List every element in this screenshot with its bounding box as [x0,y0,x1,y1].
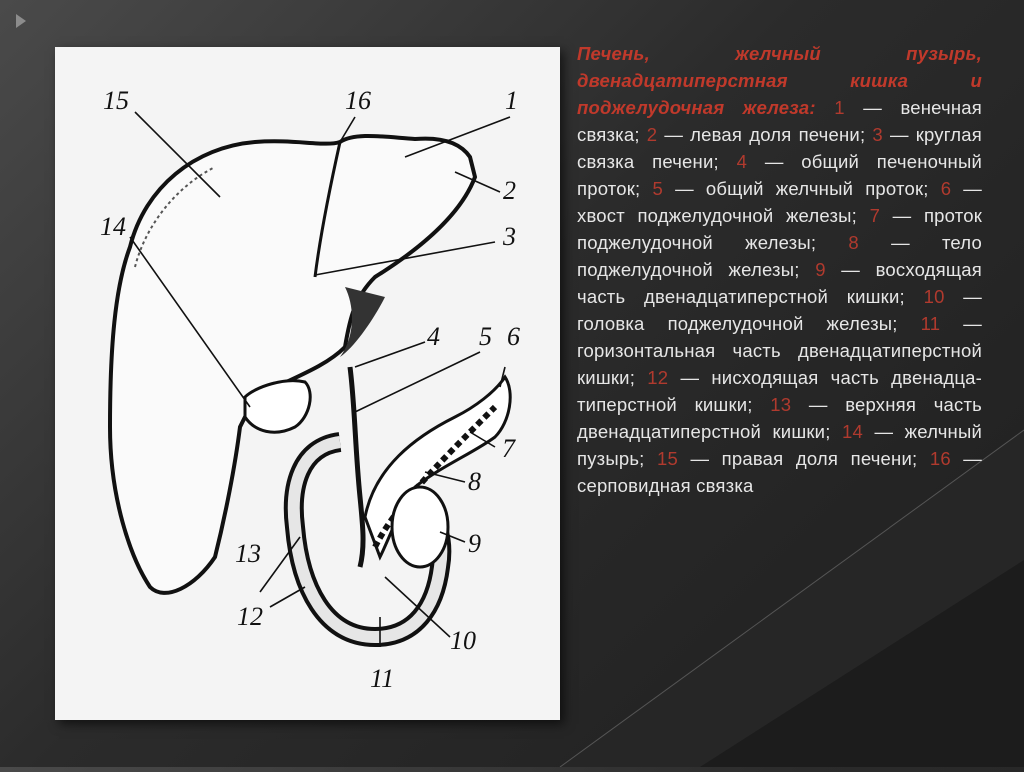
caption-text [577,40,982,499]
caption-number: 16 [929,448,951,469]
slide-nav-arrow-icon[interactable] [16,14,26,28]
caption-number: 7 [869,205,881,226]
caption-number: 10 [923,286,945,307]
caption-item-text: — хвост поджелудочной железы; [577,178,983,226]
caption-item-text: — восходящая часть двенадцатиперстной кишки; [577,259,982,307]
caption-number: 9 [815,259,826,280]
caption-number: 11 [920,313,941,334]
caption-item-text: — головка поджелудочной железы; [577,286,982,334]
fig-label-7: 7 [502,434,515,463]
caption-item-text: — тело поджелудочной железы; [577,232,982,280]
caption-item-text: — желчный пузырь; [577,421,982,469]
fig-label-12: 12 [237,602,263,631]
fig-label-8: 8 [468,467,481,496]
caption-number: 2 [646,124,658,145]
caption-item-text: — общий желчный проток; [663,178,929,199]
fig-label-5: 5 [479,322,492,351]
caption-item-text: — венечная связка; [577,97,983,145]
bile-duct [350,367,363,567]
anatomy-illustration [55,47,560,720]
caption-item-text: — проток поджелудочной железы; [577,205,982,253]
caption-title: Печень, желчный пузырь, двенадцатиперстная кишка и поджелудочная железа: [577,43,982,118]
fig-label-16: 16 [345,86,371,115]
caption-items [577,97,982,496]
fig-label-15: 15 [103,86,129,115]
caption-item-text: — круглая связка печени; [577,124,982,172]
caption-number: 12 [647,367,669,388]
caption-number: 3 [872,124,883,145]
caption-number: 13 [770,394,792,415]
fig-label-1: 1 [505,86,518,115]
caption-item-text: — общий печеночный проток; [577,151,982,199]
fig-label-2: 2 [503,176,516,205]
caption-item-text: — левая доля печени; [657,124,866,145]
caption-item-text: — горизонтальная часть двенадцатиперстной кишки; [577,313,982,388]
fig-label-6: 6 [507,322,520,351]
caption-item-text: — верхняя часть двенадцатиперстной кишки; [577,394,983,442]
fig-label-9: 9 [468,529,481,558]
fig-label-3: 3 [503,222,516,251]
ascending-duodenum [392,487,448,567]
fig-label-14: 14 [100,212,126,241]
caption-number: 15 [657,448,678,469]
fig-label-10: 10 [450,626,476,655]
fig-label-4: 4 [427,322,440,351]
caption-number: 14 [842,421,864,442]
caption-number: 8 [848,232,859,253]
caption-item-text: — нисходящая часть двенадца-типерстной кишки; [577,367,983,415]
anatomy-figure [55,47,560,720]
caption-number: 4 [736,151,748,172]
fig-label-11: 11 [370,664,395,693]
caption-item-text: — серповидная связка [577,448,982,496]
caption-item-text: — правая доля печени; [677,448,918,469]
fig-label-13: 13 [235,539,261,568]
caption-number: 6 [940,178,952,199]
caption-number: 1 [834,97,845,118]
caption-number: 5 [652,178,663,199]
